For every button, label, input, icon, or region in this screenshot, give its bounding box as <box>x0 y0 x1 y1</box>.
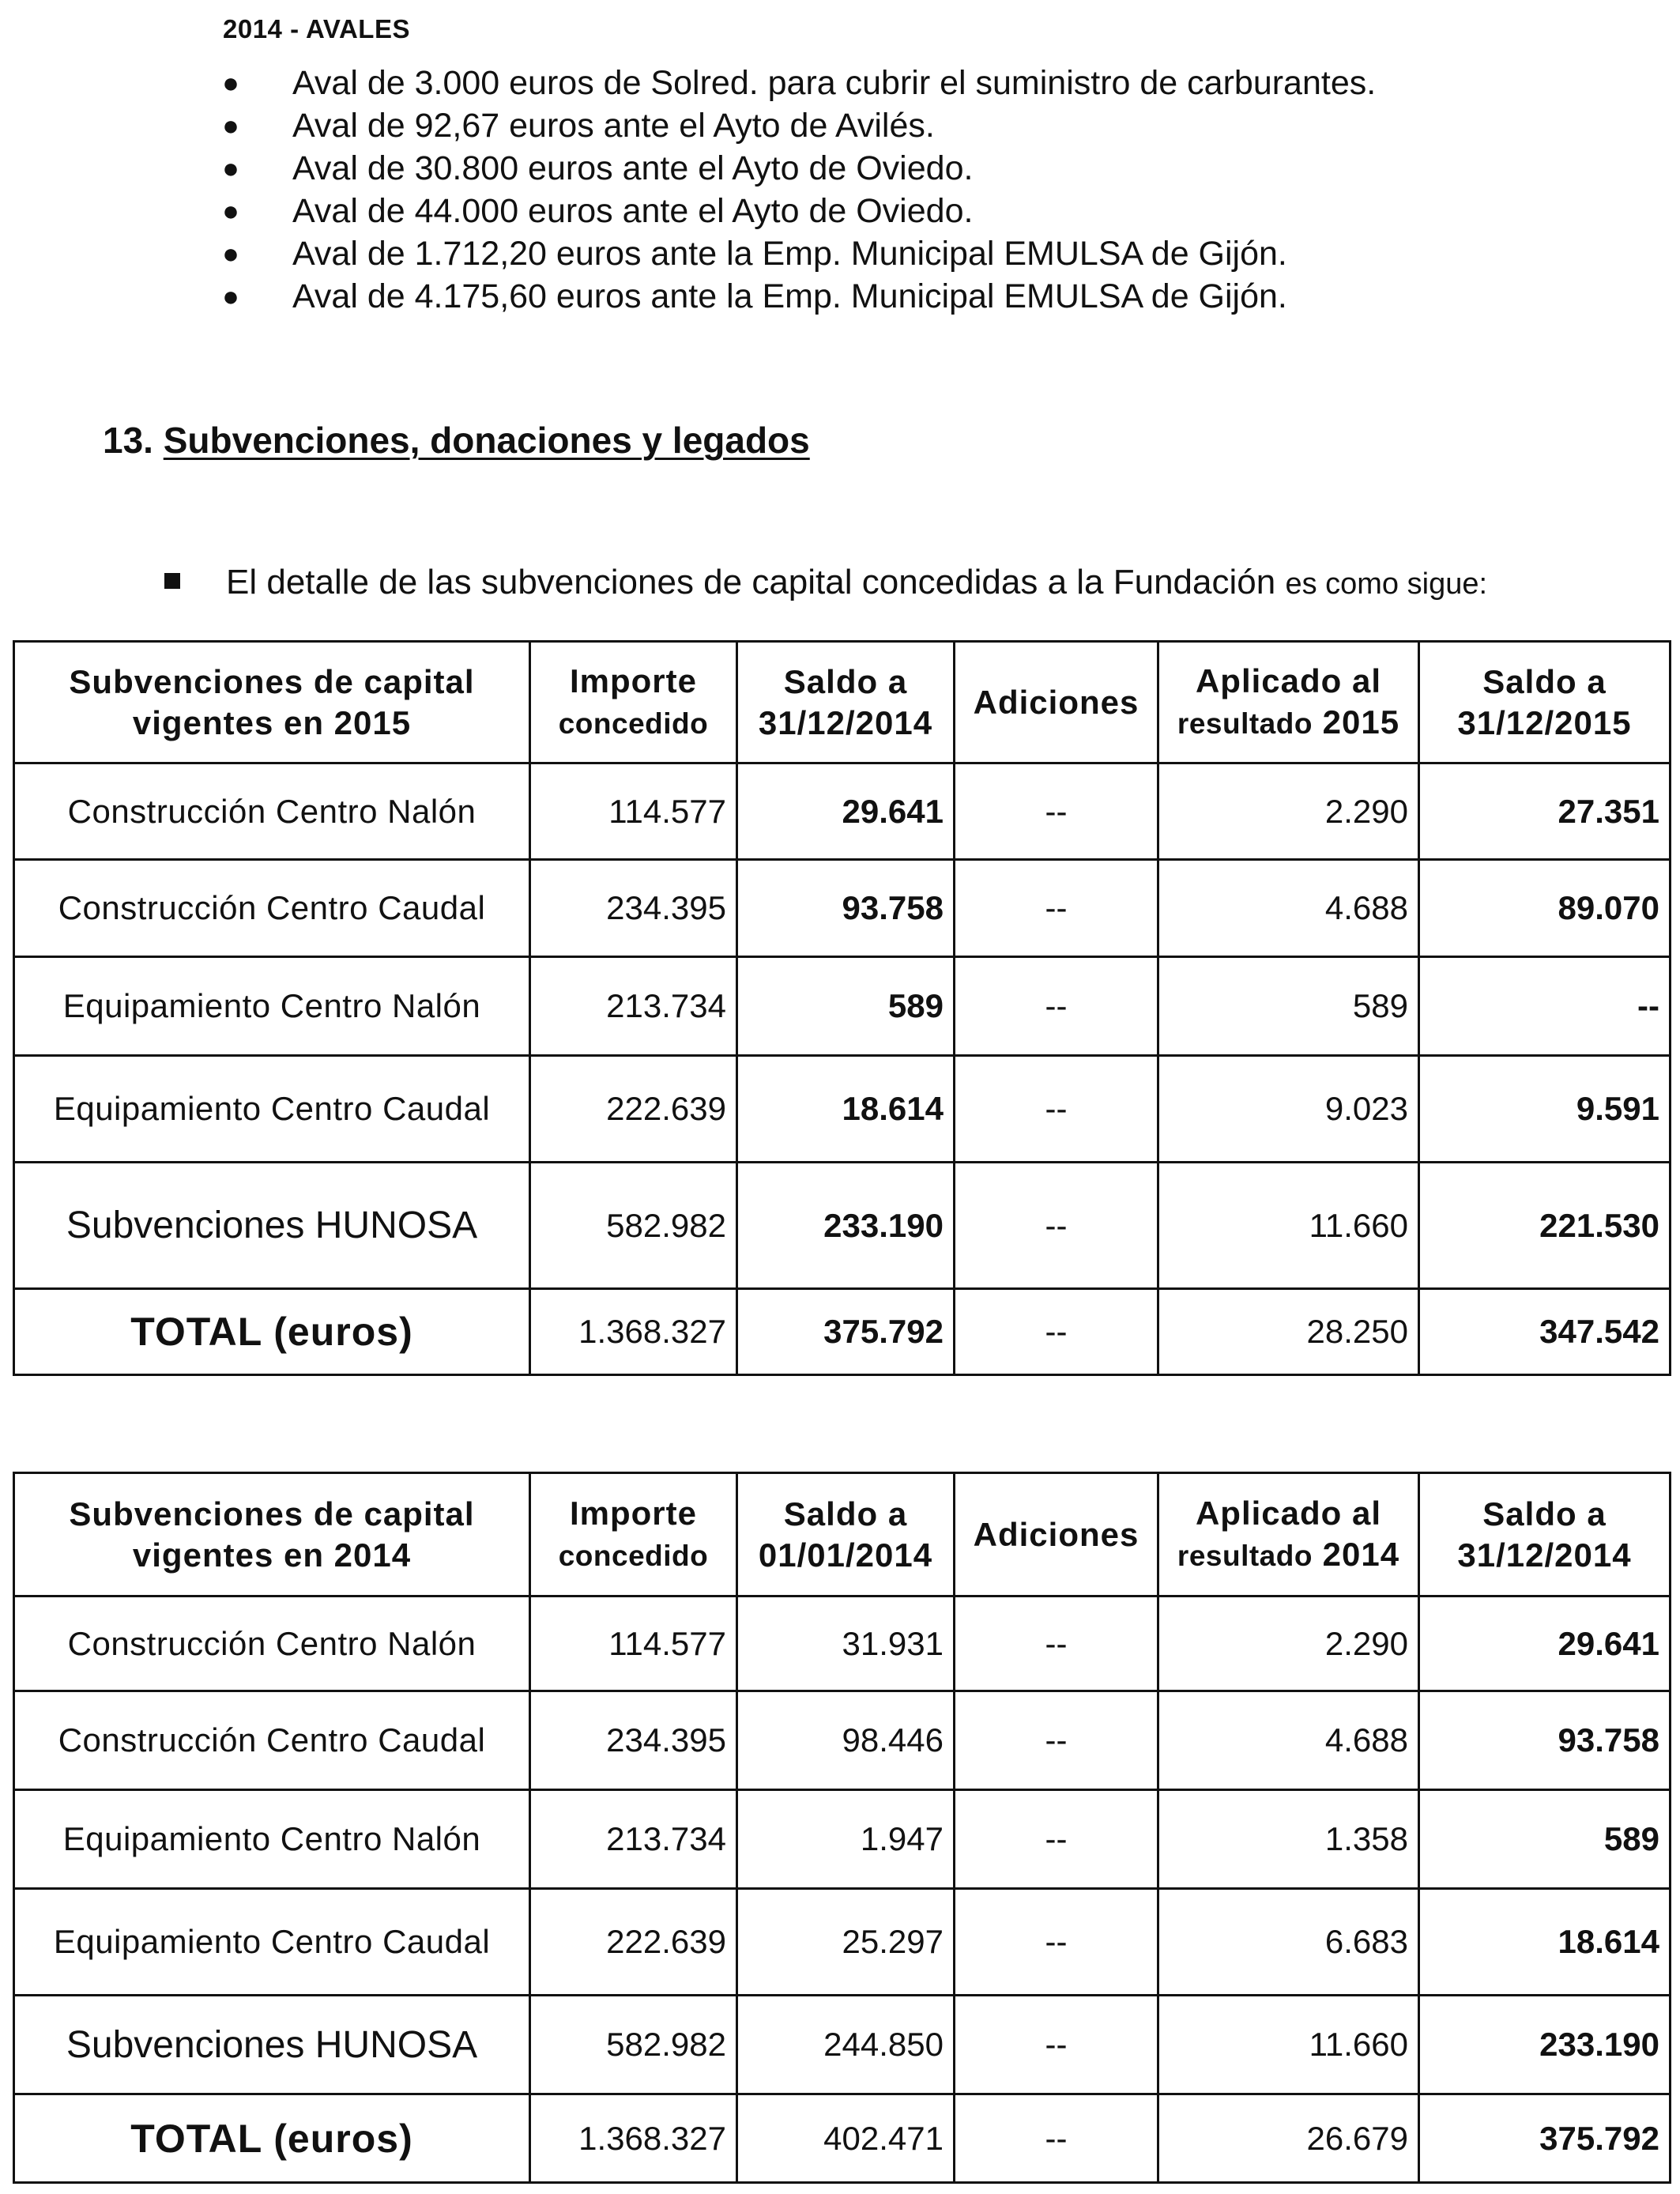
table-header-row <box>14 642 1671 763</box>
row-aplicado: 4.688 <box>1158 1691 1419 1790</box>
row-aplicado: 589 <box>1158 957 1419 1056</box>
row-name: Equipamiento Centro Caudal <box>14 1056 530 1163</box>
bullet-icon: ● <box>222 237 239 270</box>
row-adiciones: -- <box>955 1163 1158 1289</box>
row-saldo-final: 93.758 <box>1419 1691 1671 1790</box>
row-name: Construcción Centro Caudal <box>14 1691 530 1790</box>
section-heading <box>103 419 810 462</box>
aval-text: Aval de 30.800 euros ante el Ayto de Oviedo. <box>292 149 974 187</box>
row-aplicado: 6.683 <box>1158 1889 1419 1996</box>
bullet-icon: ● <box>222 109 239 141</box>
row-name: TOTAL (euros) <box>14 2094 530 2183</box>
aval-text: Aval de 44.000 euros ante el Ayto de Oviedo. <box>292 192 974 230</box>
row-saldo-inicial: 31.931 <box>737 1596 955 1691</box>
header-saldo-final: Saldo a 31/12/2014 <box>1419 1473 1671 1596</box>
table-row <box>14 1889 1671 1996</box>
bullet-icon: ● <box>222 66 239 99</box>
bullet-icon: ● <box>222 194 239 227</box>
header-saldo-inicial: Saldo a 31/12/2014 <box>737 642 955 763</box>
row-name: Subvenciones HUNOSA <box>14 1163 530 1289</box>
row-aplicado: 26.679 <box>1158 2094 1419 2183</box>
row-importe: 213.734 <box>530 957 737 1056</box>
subvenciones-table-2014 <box>13 1472 1671 2184</box>
table-row <box>14 1163 1671 1289</box>
row-importe: 213.734 <box>530 1790 737 1889</box>
row-importe: 582.982 <box>530 1996 737 2094</box>
row-adiciones: -- <box>955 2094 1158 2183</box>
row-saldo-final: -- <box>1419 957 1671 1056</box>
header-subvenciones: Subvenciones de capital vigentes en 2015 <box>14 642 530 763</box>
list-item <box>215 147 1376 190</box>
row-saldo-inicial: 98.446 <box>737 1691 955 1790</box>
header-adiciones: Adiciones <box>955 1473 1158 1596</box>
row-name: Subvenciones HUNOSA <box>14 1996 530 2094</box>
table-header-row <box>14 1473 1671 1596</box>
row-saldo-final: 89.070 <box>1419 860 1671 957</box>
row-aplicado: 11.660 <box>1158 1163 1419 1289</box>
row-aplicado: 1.358 <box>1158 1790 1419 1889</box>
row-aplicado: 28.250 <box>1158 1289 1419 1375</box>
row-adiciones: -- <box>955 1289 1158 1375</box>
aval-text: Aval de 92,67 euros ante el Ayto de Avilés. <box>292 107 935 145</box>
header-importe: Importe concedido <box>530 1473 737 1596</box>
row-aplicado: 2.290 <box>1158 763 1419 860</box>
aval-text: Aval de 3.000 euros de Solred. para cubrir el suministro de carburantes. <box>292 64 1377 102</box>
header-saldo-final: Saldo a 31/12/2015 <box>1419 642 1671 763</box>
row-name: Construcción Centro Caudal <box>14 860 530 957</box>
row-importe: 582.982 <box>530 1163 737 1289</box>
row-saldo-inicial: 93.758 <box>737 860 955 957</box>
row-saldo-inicial: 233.190 <box>737 1163 955 1289</box>
bullet-icon: ● <box>222 152 239 184</box>
intro-paragraph <box>164 563 1487 602</box>
row-saldo-final: 29.641 <box>1419 1596 1671 1691</box>
section-title: Subvenciones, donaciones y legados <box>163 420 810 461</box>
row-adiciones: -- <box>955 1056 1158 1163</box>
table-row <box>14 1596 1671 1691</box>
header-aplicado: Aplicado al resultado 2015 <box>1158 642 1419 763</box>
row-saldo-inicial: 29.641 <box>737 763 955 860</box>
subvenciones-table-2015 <box>13 640 1671 1376</box>
bullet-icon: ● <box>222 280 239 312</box>
row-saldo-inicial: 589 <box>737 957 955 1056</box>
row-importe: 1.368.327 <box>530 2094 737 2183</box>
row-aplicado: 9.023 <box>1158 1056 1419 1163</box>
row-adiciones: -- <box>955 763 1158 860</box>
table-total-row <box>14 2094 1671 2183</box>
row-importe: 234.395 <box>530 1691 737 1790</box>
row-adiciones: -- <box>955 1691 1158 1790</box>
row-importe: 114.577 <box>530 1596 737 1691</box>
row-name: Construcción Centro Nalón <box>14 763 530 860</box>
row-importe: 1.368.327 <box>530 1289 737 1375</box>
table-row <box>14 957 1671 1056</box>
table-row <box>14 1691 1671 1790</box>
table-row <box>14 763 1671 860</box>
row-saldo-final: 347.542 <box>1419 1289 1671 1375</box>
row-aplicado: 2.290 <box>1158 1596 1419 1691</box>
list-item <box>215 104 1376 147</box>
avales-title: 2014 - AVALES <box>223 14 410 43</box>
list-item <box>215 62 1376 104</box>
row-adiciones: -- <box>955 860 1158 957</box>
row-aplicado: 4.688 <box>1158 860 1419 957</box>
table-row <box>14 1790 1671 1889</box>
aval-text: Aval de 4.175,60 euros ante la Emp. Municipal EMULSA de Gijón. <box>292 277 1287 315</box>
aval-text: Aval de 1.712,20 euros ante la Emp. Municipal EMULSA de Gijón. <box>292 235 1287 273</box>
header-saldo-inicial: Saldo a 01/01/2014 <box>737 1473 955 1596</box>
table-row <box>14 1056 1671 1163</box>
row-saldo-final: 9.591 <box>1419 1056 1671 1163</box>
table-row <box>14 860 1671 957</box>
section-number: 13. <box>103 420 153 461</box>
row-name: Construcción Centro Nalón <box>14 1596 530 1691</box>
row-saldo-inicial: 244.850 <box>737 1996 955 2094</box>
row-saldo-inicial: 375.792 <box>737 1289 955 1375</box>
row-saldo-final: 27.351 <box>1419 763 1671 860</box>
table-total-row <box>14 1289 1671 1375</box>
header-subvenciones: Subvenciones de capital vigentes en 2014 <box>14 1473 530 1596</box>
avales-list <box>215 62 1376 318</box>
row-importe: 234.395 <box>530 860 737 957</box>
row-saldo-final: 221.530 <box>1419 1163 1671 1289</box>
row-name: Equipamiento Centro Caudal <box>14 1889 530 1996</box>
row-name: Equipamiento Centro Nalón <box>14 957 530 1056</box>
row-saldo-final: 589 <box>1419 1790 1671 1889</box>
intro-tail: es como sigue: <box>1285 567 1488 601</box>
row-adiciones: -- <box>955 1790 1158 1889</box>
row-adiciones: -- <box>955 1596 1158 1691</box>
intro-main: El detalle de las subvenciones de capital concedidas a la Fundación <box>226 563 1276 601</box>
row-adiciones: -- <box>955 1889 1158 1996</box>
row-aplicado: 11.660 <box>1158 1996 1419 2094</box>
header-importe: Importe concedido <box>530 642 737 763</box>
list-item <box>215 232 1376 275</box>
row-saldo-inicial: 402.471 <box>737 2094 955 2183</box>
row-importe: 114.577 <box>530 763 737 860</box>
row-adiciones: -- <box>955 1996 1158 2094</box>
row-name: TOTAL (euros) <box>14 1289 530 1375</box>
square-bullet-icon <box>164 573 180 589</box>
row-saldo-final: 18.614 <box>1419 1889 1671 1996</box>
row-importe: 222.639 <box>530 1889 737 1996</box>
row-saldo-final: 233.190 <box>1419 1996 1671 2094</box>
list-item <box>215 190 1376 232</box>
list-item <box>215 275 1376 318</box>
row-saldo-inicial: 25.297 <box>737 1889 955 1996</box>
row-saldo-inicial: 1.947 <box>737 1790 955 1889</box>
row-saldo-inicial: 18.614 <box>737 1056 955 1163</box>
header-aplicado: Aplicado al resultado 2014 <box>1158 1473 1419 1596</box>
header-adiciones: Adiciones <box>955 642 1158 763</box>
row-name: Equipamiento Centro Nalón <box>14 1790 530 1889</box>
row-saldo-final: 375.792 <box>1419 2094 1671 2183</box>
row-importe: 222.639 <box>530 1056 737 1163</box>
table-row <box>14 1996 1671 2094</box>
row-adiciones: -- <box>955 957 1158 1056</box>
